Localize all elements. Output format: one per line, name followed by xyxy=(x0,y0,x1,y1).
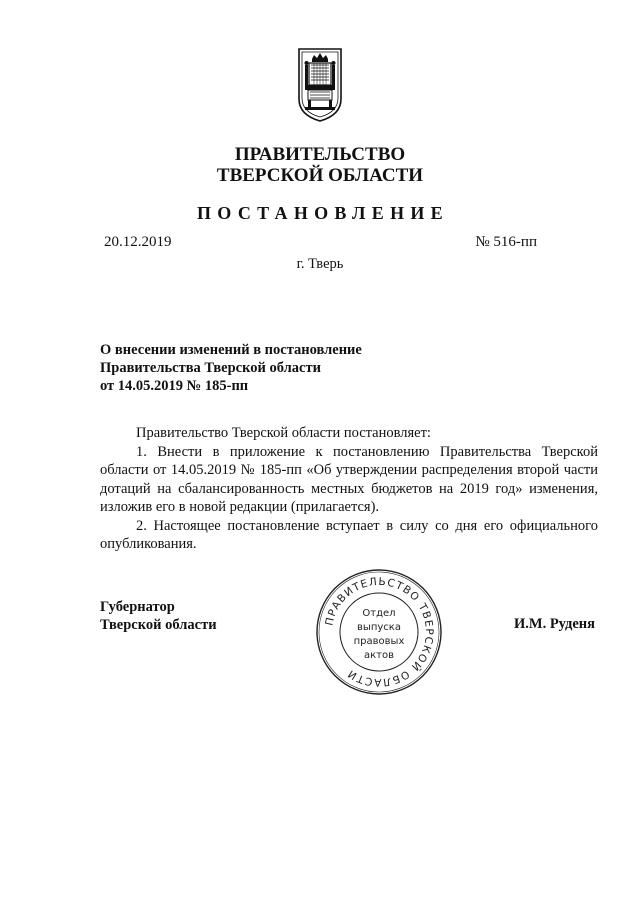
subject-line: от 14.05.2019 № 185-пп xyxy=(100,378,249,394)
signatory-position-line: Тверской области xyxy=(100,617,217,633)
document-date: 20.12.2019 xyxy=(104,234,172,250)
org-name-line1: ПРАВИТЕЛЬСТВО xyxy=(234,144,406,165)
stamp-center-line: выпуска xyxy=(357,622,401,633)
body-paragraph-1: 1. Внести в приложение к постановлению Правительства Тверской области от 14.05.2019 № 185-пп «Об утверждении распределения второй части дотаций на сбалансированность местных бюджетов на 2019 год» изменения, изложив его в новой редакции (прилагается). xyxy=(100,443,598,515)
subject-line: О внесении изменений в постановление xyxy=(100,342,362,358)
subject-line: Правительства Тверской области xyxy=(100,360,321,376)
document-subject xyxy=(100,341,362,395)
body-paragraph-2: 2. Настоящее постановление вступает в силу со дня его официального опубликования. xyxy=(100,517,598,552)
signatory-name: И.М. Руденя xyxy=(513,616,595,632)
document-city: г. Тверь xyxy=(296,256,344,272)
stamp-center-line: Отдел xyxy=(362,608,396,619)
coat-of-arms-icon xyxy=(297,47,343,123)
document-number: № 516-пп xyxy=(475,234,537,250)
document-type: ПОСТАНОВЛЕНИЕ xyxy=(197,203,449,223)
stamp-ring-text: ПРАВИТЕЛЬСТВО ТВЕРСКОЙ ОБЛАСТИ xyxy=(323,575,436,689)
org-name-line2: ТВЕРСКОЙ ОБЛАСТИ xyxy=(216,165,424,186)
official-stamp xyxy=(315,568,443,696)
signatory-position-line: Губернатор xyxy=(100,599,175,615)
stamp-center-line: актов xyxy=(363,650,395,661)
stamp-center-line: правовых xyxy=(353,636,405,647)
signatory-position xyxy=(100,598,217,634)
body-paragraph-intro: Правительство Тверской области постановляет: xyxy=(136,425,431,441)
document-body xyxy=(100,424,598,554)
